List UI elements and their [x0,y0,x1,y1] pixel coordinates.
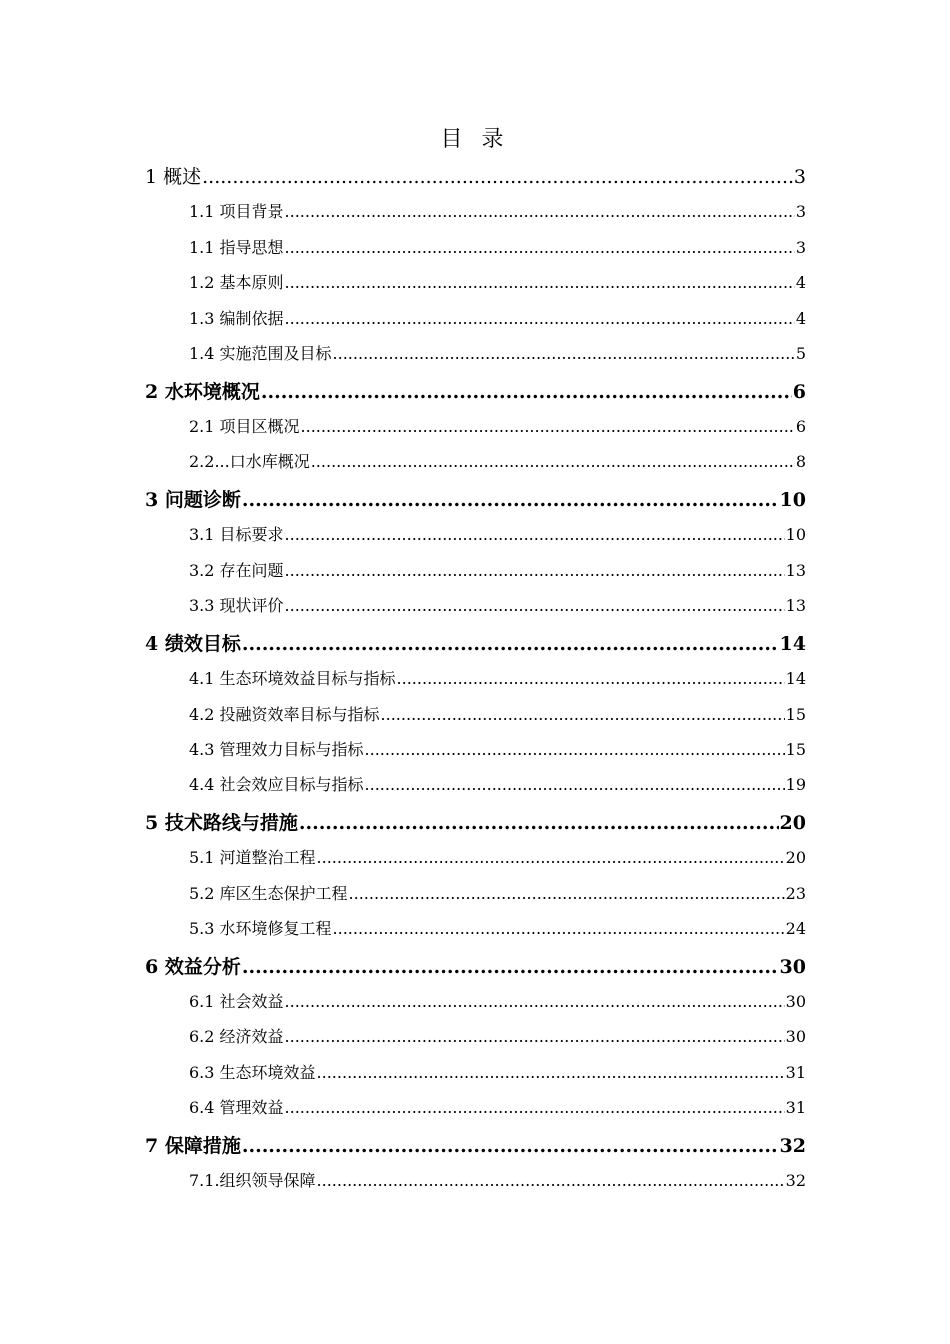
toc-page-number: 30 [779,956,806,978]
toc-entry-label: 5.1 河道整治工程 [189,848,316,867]
toc-chapter-entry[interactable] [145,1131,806,1158]
toc-page-number: 4 [795,309,806,328]
toc-chapter-entry[interactable] [145,162,806,189]
toc-page-number: 32 [779,1135,806,1157]
toc-page-number: 15 [785,705,806,724]
dot-leader [333,344,795,363]
toc-page-number: 20 [785,848,806,867]
toc-entry-label: 4.2 投融资效率目标与指标 [189,705,380,724]
dot-leader [242,1135,779,1157]
dot-leader [285,238,795,257]
toc-section-entry[interactable] [189,772,806,795]
dot-leader [317,848,785,867]
dot-leader [285,309,795,328]
page-title: 目 录 [440,127,510,152]
toc-section-entry[interactable] [189,881,806,904]
toc-page-number: 3 [795,202,806,221]
toc-section-entry[interactable] [189,1168,806,1191]
toc-entry-label: 1 概述 [145,166,202,188]
toc-page-number: 14 [785,669,806,688]
toc-page-number: 23 [785,884,806,903]
toc-section-entry[interactable] [189,916,806,939]
dot-leader [365,775,785,794]
toc-entry-label: 1.2 基本原则 [189,273,284,292]
toc-page-number: 6 [792,381,806,403]
toc-page-number: 10 [785,525,806,544]
toc-entry-label: 7.1.组织领导保障 [189,1171,316,1190]
toc-section-entry[interactable] [189,235,806,258]
toc-entry-label: 6 效益分析 [145,956,241,978]
dot-leader [397,669,785,688]
toc-section-entry[interactable] [189,666,806,689]
toc-page-number: 19 [785,775,806,794]
toc-section-entry[interactable] [189,270,806,293]
dot-leader [242,489,779,511]
toc-page-number: 31 [785,1098,806,1117]
dot-leader [299,812,779,834]
toc-section-entry[interactable] [189,989,806,1012]
dot-leader [333,919,785,938]
toc-page-number: 24 [785,919,806,938]
dot-leader [285,202,795,221]
toc-section-entry[interactable] [189,414,806,437]
toc-section-entry[interactable] [189,341,806,364]
dot-leader [285,1027,785,1046]
dot-leader [261,381,792,403]
toc-entry-label: 5 技术路线与措施 [145,812,298,834]
toc-page-number: 32 [785,1171,806,1190]
dot-leader [349,884,785,903]
dot-leader [285,1098,785,1117]
toc-entry-label: 3 问题诊断 [145,489,241,511]
toc-entry-label: 7 保障措施 [145,1135,241,1157]
toc-entry-label: 2.2...口水库概况 [189,452,310,471]
toc-section-entry[interactable] [189,1024,806,1047]
toc-section-entry[interactable] [189,449,806,472]
toc-section-entry[interactable] [189,593,806,616]
dot-leader [285,273,795,292]
toc-chapter-entry[interactable] [145,629,806,656]
toc-section-entry[interactable] [189,1060,806,1083]
dot-leader [285,992,785,1011]
toc-page-number: 30 [785,992,806,1011]
toc-chapter-entry[interactable] [145,485,806,512]
toc-page-number: 13 [785,596,806,615]
dot-leader [202,166,793,188]
toc-entry-label: 3.2 存在问题 [189,561,284,580]
toc-entry-label: 4.3 管理效力目标与指标 [189,740,364,759]
toc-section-entry[interactable] [189,522,806,545]
toc-entry-label: 5.3 水环境修复工程 [189,919,332,938]
toc-entry-label: 1.4 实施范围及目标 [189,344,332,363]
toc-page-number: 3 [793,166,806,188]
toc-page-number: 15 [785,740,806,759]
toc-page-number: 20 [779,812,806,834]
toc-entry-label: 6.1 社会效益 [189,992,284,1011]
toc-section-entry[interactable] [189,845,806,868]
toc-page-number: 4 [795,273,806,292]
toc-section-entry[interactable] [189,558,806,581]
toc-page-number: 5 [795,344,806,363]
dot-leader [285,561,785,580]
dot-leader [242,633,779,655]
toc-section-entry[interactable] [189,306,806,329]
toc-section-entry[interactable] [189,702,806,725]
toc-entry-label: 5.2 库区生态保护工程 [189,884,348,903]
toc-entry-label: 2 水环境概况 [145,381,260,403]
toc-page-number: 3 [795,238,806,257]
toc-entry-label: 3.1 目标要求 [189,525,284,544]
toc-entry-label: 1.1 指导思想 [189,238,284,257]
dot-leader [285,596,785,615]
dot-leader [365,740,785,759]
dot-leader [242,956,779,978]
toc-section-entry[interactable] [189,199,806,222]
toc-entry-label: 4 绩效目标 [145,633,241,655]
toc-page-number: 30 [785,1027,806,1046]
toc-entry-label: 2.1 项目区概况 [189,417,300,436]
toc-page-number: 13 [785,561,806,580]
toc-page-number: 31 [785,1063,806,1082]
toc-entry-label: 4.1 生态环境效益目标与指标 [189,669,396,688]
dot-leader [317,1171,785,1190]
toc-section-entry[interactable] [189,1095,806,1118]
toc-entry-label: 6.3 生态环境效益 [189,1063,316,1082]
dot-leader [317,1063,785,1082]
toc-entry-label: 4.4 社会效应目标与指标 [189,775,364,794]
toc-entry-label: 3.3 现状评价 [189,596,284,615]
toc-entry-label: 1.1 项目背景 [189,202,284,221]
toc-page-number: 6 [795,417,806,436]
dot-leader [301,417,795,436]
toc-page-number: 14 [779,633,806,655]
toc-entry-label: 6.2 经济效益 [189,1027,284,1046]
dot-leader [285,525,785,544]
toc-section-entry[interactable] [189,737,806,760]
toc-page-number: 8 [795,452,806,471]
toc-chapter-entry[interactable] [145,808,806,835]
toc-page-number: 10 [779,489,806,511]
toc-entry-label: 6.4 管理效益 [189,1098,284,1117]
dot-leader [381,705,785,724]
dot-leader [311,452,795,471]
toc-chapter-entry[interactable] [145,377,806,404]
toc-chapter-entry[interactable] [145,952,806,979]
toc-entry-label: 1.3 编制依据 [189,309,284,328]
